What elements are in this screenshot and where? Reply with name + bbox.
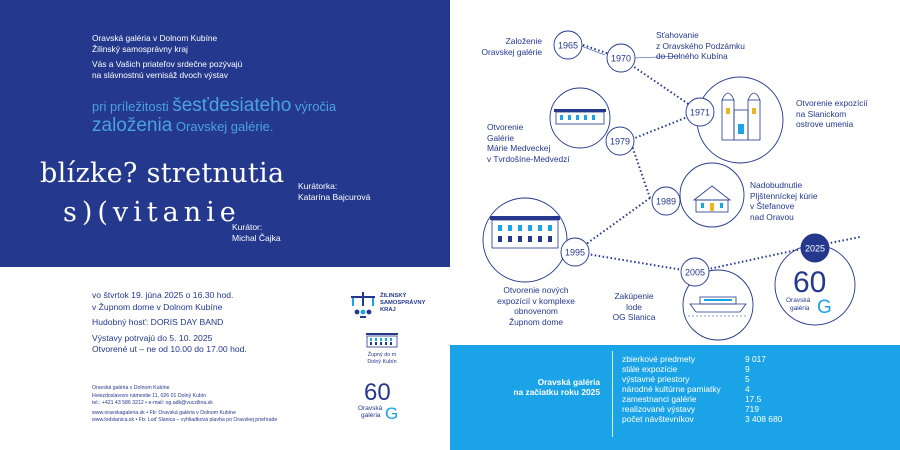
event-1970 xyxy=(656,30,745,62)
year-1995: 1995 xyxy=(564,247,586,258)
stat-label: zamestnanci galérie xyxy=(622,394,697,404)
event-details xyxy=(92,290,247,356)
invitation-panel xyxy=(0,0,450,267)
contact-line: Oravská galéria v Dolnom Kubíne xyxy=(92,385,170,391)
curator-2-name: Michal Čajka xyxy=(232,233,281,243)
stats-heading-line: na začiatku roku 2025 xyxy=(513,387,600,397)
intro-line: na slávnostnú vernisáž dvoch výstav xyxy=(92,70,228,80)
curator-2-role: Kurátor: xyxy=(232,222,263,232)
stats-divider xyxy=(612,351,613,437)
curator-1-role: Kurátorka: xyxy=(298,181,338,191)
event-line: Založenie xyxy=(505,36,542,46)
event-line: do Dolného Kubína xyxy=(656,51,728,61)
exhibition-title-2: s)(vitanie xyxy=(63,197,241,228)
curator-2 xyxy=(232,222,281,244)
zupny-dom-illustration xyxy=(483,198,567,282)
event-until: Výstavy potrvajú do 5. 10. 2025 xyxy=(92,332,213,343)
stat-label: národné kultúrne pamiatky xyxy=(622,384,721,394)
og-letter-big: G xyxy=(817,297,832,318)
stats-panel xyxy=(450,345,900,450)
og-60-logo-big xyxy=(786,266,832,318)
event-line: Nadobudnutie xyxy=(750,180,803,190)
intro-line: Vás a Vašich priateľov srdečne pozývajú xyxy=(92,59,243,69)
intro-line: Žilinský samosprávny kraj xyxy=(92,44,188,54)
stat-value: 719 xyxy=(745,404,759,414)
og-name-1: Oravská xyxy=(358,405,383,412)
stats-heading-line: Oravská galéria xyxy=(537,377,600,387)
year-2005: 2005 xyxy=(684,267,706,278)
intro-text xyxy=(92,33,242,81)
occasion-mid: výročia xyxy=(294,99,337,114)
event-place: v Župnom dome v Dolnom Kubíne xyxy=(92,301,223,312)
stat-value: 17.5 xyxy=(745,394,762,404)
exhibition-title-1: blízke? stretnutia xyxy=(40,158,285,189)
year-1979: 1979 xyxy=(609,136,631,147)
event-line: Zakúpenie xyxy=(614,291,654,301)
og-name-1-big: Oravská xyxy=(786,297,811,304)
year-1989: 1989 xyxy=(655,196,677,207)
event-line: OG Slanica xyxy=(612,312,656,322)
event-line: Otvorenie xyxy=(487,122,524,132)
stat-value: 3 408 680 xyxy=(745,414,783,424)
og-letter: G xyxy=(385,404,399,423)
event-line: Márie Medveckej xyxy=(487,143,551,153)
contact-web-line[interactable]: www.oravskagaleria.sk • Fb: Oravská galéria v Dolnom Kubíne xyxy=(92,409,236,416)
event-line: Župnom dome xyxy=(509,316,563,327)
zupny-dom-logo xyxy=(362,327,402,367)
event-1971 xyxy=(796,98,868,130)
stat-value: 9 xyxy=(745,364,750,374)
zupny-text xyxy=(362,352,402,365)
stat-label: počet návštevníkov xyxy=(622,414,694,424)
event-line: z Oravského Podzámku xyxy=(656,40,745,51)
year-1971: 1971 xyxy=(689,107,711,118)
event-1965 xyxy=(475,36,542,57)
og-name-2-big: galéria xyxy=(790,305,810,312)
event-2005 xyxy=(605,291,663,323)
zsk-line: KRAJ xyxy=(380,307,396,313)
og-number: 60 xyxy=(364,379,391,406)
event-line: lode xyxy=(626,301,642,312)
zupny-line: Dolný Kubín xyxy=(367,358,397,365)
event-line: Otvorenie expozícií xyxy=(796,98,868,108)
building-icon xyxy=(364,327,400,349)
stat-value: 4 xyxy=(745,384,750,394)
stat-value: 9 017 xyxy=(745,354,766,364)
event-date: vo štvrtok 19. júna 2025 o 16.30 hod. xyxy=(92,290,234,300)
event-line: obnovenom xyxy=(514,306,558,316)
contact-line: tel.: +421 43 586 3212 • e-mail: og.adk@vuczilina.sk xyxy=(92,400,213,407)
event-line: Oravskej galérie xyxy=(481,46,542,57)
zsk-emblem-icon xyxy=(348,290,378,320)
event-line: v Tvrdošíne-Medvedzí xyxy=(487,153,570,164)
og-number-big: 60 xyxy=(793,266,827,299)
event-line: nad Oravou xyxy=(750,211,794,222)
zsk-line: SAMOSPRÁVNY xyxy=(380,300,426,306)
kuria-building-icon xyxy=(694,186,730,212)
event-hours: Otvorené ut – ne od 10.00 do 17.00 hod. xyxy=(92,344,247,355)
event-line: na Slanickom xyxy=(796,108,847,119)
occasion-big-1: šesťdesiateho xyxy=(172,95,292,116)
church-slanica-icon xyxy=(722,93,760,140)
contact-line: Hviezdoslavovo námestie 11, 026 01 Dolný Kubín xyxy=(92,392,207,399)
event-1989 xyxy=(750,180,818,222)
occasion-big-2: založenia xyxy=(92,115,173,136)
stats-labels xyxy=(622,354,721,424)
zsk-text xyxy=(380,293,425,314)
stat-label: výstavné priestory xyxy=(622,374,690,384)
year-1970: 1970 xyxy=(610,53,632,64)
event-line: Sťahovanie xyxy=(656,30,699,40)
curator-1-name: Katarína Bajcurová xyxy=(298,192,371,202)
zilinsky-kraj-logo xyxy=(348,290,428,320)
stats-values xyxy=(745,354,782,424)
event-line: Galérie xyxy=(487,132,514,143)
kuria-stefanov-illustration xyxy=(680,163,744,227)
event-line: Pljštenníckej kúrie xyxy=(750,190,818,201)
og-60-logo-small xyxy=(355,375,410,425)
stat-label: stále expozície xyxy=(622,364,678,374)
occasion-text xyxy=(92,96,336,136)
event-line: v Štefanove xyxy=(750,201,795,211)
contact-info xyxy=(92,385,277,425)
event-1995 xyxy=(488,285,584,327)
zupny-line: Župný do m xyxy=(367,352,397,358)
year-1965: 1965 xyxy=(557,40,579,51)
stat-value: 5 xyxy=(745,374,750,384)
event-guest: Hudobný hosť: DORIS DAY BAND xyxy=(92,317,224,328)
zupny-dom-building-icon xyxy=(490,216,560,248)
event-line: ostrove umenia xyxy=(796,119,854,129)
event-1979 xyxy=(487,122,570,164)
stats-heading xyxy=(500,377,600,397)
event-line: expozícií v komplexe xyxy=(497,295,575,306)
event-line: Otvorenie nových xyxy=(503,285,569,295)
contact-web-line[interactable]: www.lodslanica.sk • Fb: Loď Slanica – vyhliadková plavba po Oravskej priehrade xyxy=(92,417,278,424)
zsk-line: ŽILINSKÝ xyxy=(380,293,407,299)
stat-label: realizované výstavy xyxy=(622,404,696,414)
occasion-post: Oravskej galérie. xyxy=(175,119,274,134)
stat-label: zbierkové predmety xyxy=(622,354,696,364)
occasion-pre: pri príležitosti xyxy=(92,99,169,114)
intro-line: Oravská galéria v Dolnom Kubíne xyxy=(92,33,218,43)
ship-icon xyxy=(688,297,748,316)
curator-1 xyxy=(298,181,370,203)
og-name-2: galéria xyxy=(361,412,381,419)
year-2025: 2025 xyxy=(804,243,826,254)
